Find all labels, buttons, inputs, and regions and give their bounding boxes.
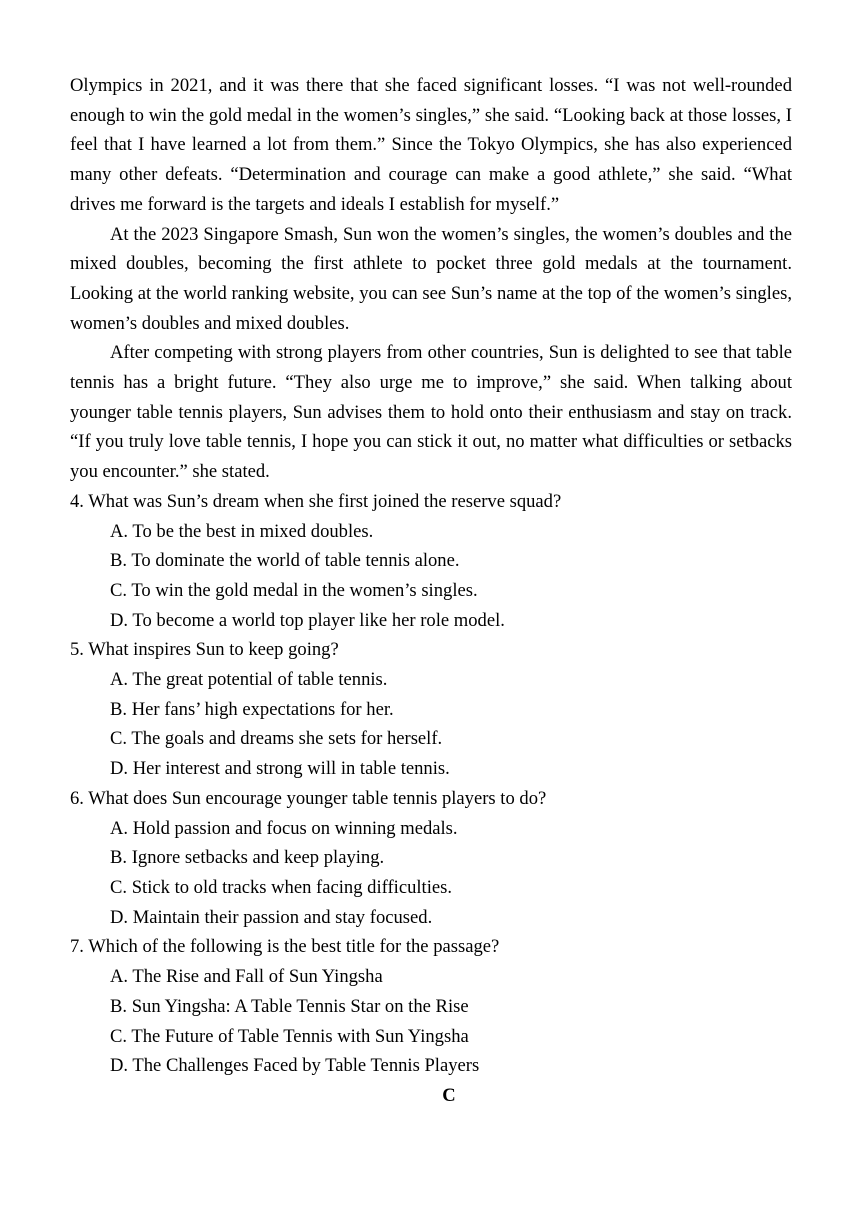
question-stem: 7. Which of the following is the best title for the passage?	[70, 936, 500, 958]
option-b: B. To dominate the world of table tennis alone.	[110, 550, 460, 572]
question-4	[70, 487, 792, 636]
option-c: C. The Future of Table Tennis with Sun Yingsha	[110, 1025, 469, 1047]
option-b: B. Ignore setbacks and keep playing.	[110, 847, 385, 869]
option-list	[70, 962, 792, 1081]
option-b: B. Her fans’ high expectations for her.	[110, 698, 394, 720]
option-a: A. The Rise and Fall of Sun Yingsha	[110, 966, 383, 988]
option-a: A. To be the best in mixed doubles.	[110, 520, 374, 542]
option-a: A. Hold passion and focus on winning medals.	[110, 817, 458, 839]
option-list	[70, 814, 792, 933]
passage-paragraph-3: After competing with strong players from other countries, Sun is delighted to see that table tennis has a bright future. “They also urge me to improve,” she said. When talking about younger table tennis players, Sun advises them to hold onto their enthusiasm and stay on track. “If you truly love table tennis, I hope you can stick it out, no matter what difficulties or setbacks you encounter.” she stated.	[70, 342, 792, 483]
option-c: C. To win the gold medal in the women’s singles.	[110, 579, 478, 601]
passage-paragraph-1: Olympics in 2021, and it was there that she faced significant losses. “I was not well-rounded enough to win the gold medal in the women’s singles,” she said. “Looking back at those losses, I feel that I have learned a lot from them.” Since the Tokyo Olympics, she has also experienced many other defeats. “Determination and courage can make a good athlete,” she said. “What drives me forward is the targets and ideals I establish for myself.”	[70, 75, 792, 215]
option-list	[70, 517, 792, 636]
question-7	[70, 932, 792, 1081]
option-d: D. The Challenges Faced by Table Tennis Players	[110, 1055, 480, 1077]
question-stem: 5. What inspires Sun to keep going?	[70, 639, 339, 661]
option-c: C. The goals and dreams she sets for herself.	[110, 728, 443, 750]
question-5	[70, 635, 792, 784]
passage-paragraph-2: At the 2023 Singapore Smash, Sun won the women’s singles, the women’s doubles and the mixed doubles, becoming the first athlete to pocket three gold medals at the tournament. Looking at the world ranking website, you can see Sun’s name at the top of the women’s singles, women’s doubles and mixed doubles.	[70, 223, 792, 334]
option-d: D. To become a world top player like her role model.	[110, 609, 505, 631]
question-6	[70, 784, 792, 933]
document-page	[70, 71, 792, 1111]
option-d: D. Her interest and strong will in table tennis.	[110, 758, 450, 780]
option-c: C. Stick to old tracks when facing difficulties.	[110, 876, 453, 898]
option-list	[70, 665, 792, 784]
question-stem: 4. What was Sun’s dream when she first joined the reserve squad?	[70, 490, 562, 512]
option-a: A. The great potential of table tennis.	[110, 669, 388, 691]
option-d: D. Maintain their passion and stay focused.	[110, 906, 433, 928]
option-b: B. Sun Yingsha: A Table Tennis Star on the Rise	[110, 995, 469, 1017]
question-stem: 6. What does Sun encourage younger table tennis players to do?	[70, 787, 547, 809]
section-heading: C	[442, 1084, 456, 1106]
